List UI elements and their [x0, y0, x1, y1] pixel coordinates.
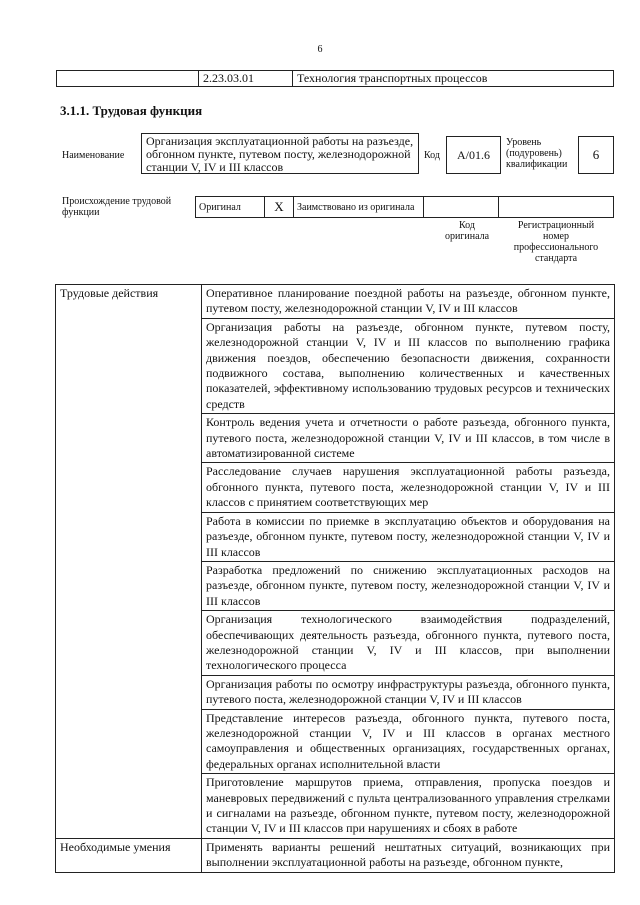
code-value: А/01.6 [446, 136, 501, 174]
borrowed-label: Заимствовано из оригинала [294, 197, 424, 218]
reg-number-label: Регистрационный номер профессионального стандарта [513, 220, 599, 264]
labor-action-item: Оперативное планирование поездной работы на разъезде, обгонном пункте, путевом посту, железнодорожной станции V, IV и III классов [202, 285, 615, 319]
labor-action-item: Организация работы по осмотру инфраструктуры разъезда, обгонного пункта, путевого поста, железнодорожной станции V, IV и III классов [202, 675, 615, 709]
original-label: Оригинал [196, 197, 265, 218]
code-original-cell [424, 197, 499, 218]
code-row-table [56, 70, 614, 87]
labor-action-item: Представление интересов разъезда, обгонного пункта, путевого поста, железнодорожной станции V, IV и III классов в органах местного самоуправления и общественных организациях, государственных органах, федеральных органах исполнительной власти [202, 709, 615, 774]
labor-action-item: Организация технологического взаимодействия подразделений, обеспечивающих деятельность разъезда, обгонного пункта, путевого поста, железнодорожной станции V, IV и III классов, при выполнении технологического процесса [202, 611, 615, 676]
labor-action-row [56, 285, 615, 319]
labor-action-item: Работа в комиссии по приемке в эксплуатацию объектов и оборудования на разъезде, обгонном пункте, путевом посту, железнодорожной станции V, IV и III классов [202, 512, 615, 561]
reg-number-cell [499, 197, 614, 218]
origin-label: Происхождение трудовой функции [62, 196, 172, 218]
skill-item: Применять варианты решений нештатных ситуаций, возникающих при выполнении эксплуатационной работы на разъезде, обгонном пункте, [202, 838, 615, 872]
labor-action-item: Контроль ведения учета и отчетности о работе разъезда, обгонного пункта, путевого поста, железнодорожной станции V, IV и III классов, в том числе в автоматизированной системе [202, 414, 615, 463]
page-number: 6 [317, 44, 323, 55]
labor-action-item: Организация работы на разъезде, обгонном пункте, путевом посту, железнодорожной станции V, IV и III классов по выполнению графика движения поездов, обеспечению безопасности движения, сохранности подвижного состава, выполнению количественных и качественных показателей, эффективному использованию трудовых ресурсов и технических средств [202, 318, 615, 413]
level-value: 6 [578, 136, 614, 174]
labor-action-item: Разработка предложений по снижению эксплуатационных расходов на разъезде, обгонном пункте, путевом посту, железнодорожной станции V, IV и III классов [202, 561, 615, 610]
code-label: Код [424, 150, 440, 161]
code-row-name: Технология транспортных процессов [293, 71, 614, 87]
section-title: 3.1.1. Трудовая функция [60, 103, 203, 118]
labor-function-table [55, 284, 615, 873]
level-label: Уровень (подуровень) квалификации [506, 137, 568, 170]
code-row-code: 2.23.03.01 [199, 71, 293, 87]
function-name: Организация эксплуатационной работы на разъезде, обгонном пункте, путевом посту, железнодорожной станции V, IV и III классов [141, 133, 419, 174]
origin-table [195, 196, 614, 218]
original-mark: Х [265, 197, 294, 218]
labor-action-label: Трудовые действия [56, 285, 202, 839]
skill-label: Необходимые умения [56, 838, 202, 872]
skill-row [56, 838, 615, 872]
code-row-empty [57, 71, 199, 87]
labor-action-item: Приготовление маршрутов приема, отправления, пропуска поездов и маневровых передвижений с пульта централизованного управления стрелками и сигналами на разъезде, обгонном пункте, путевом посту, железнодорожной станции V, IV и III классов при нарушениях и сбоях в работе [202, 774, 615, 839]
labor-action-item: Расследование случаев нарушения эксплуатационной работы разъезда, обгонного пункта, путевого поста, железнодорожной станции V, IV и III классов с принятием соответствующих мер [202, 463, 615, 512]
code-original-label: Код оригинала [444, 220, 490, 242]
name-label: Наименование [62, 150, 125, 161]
